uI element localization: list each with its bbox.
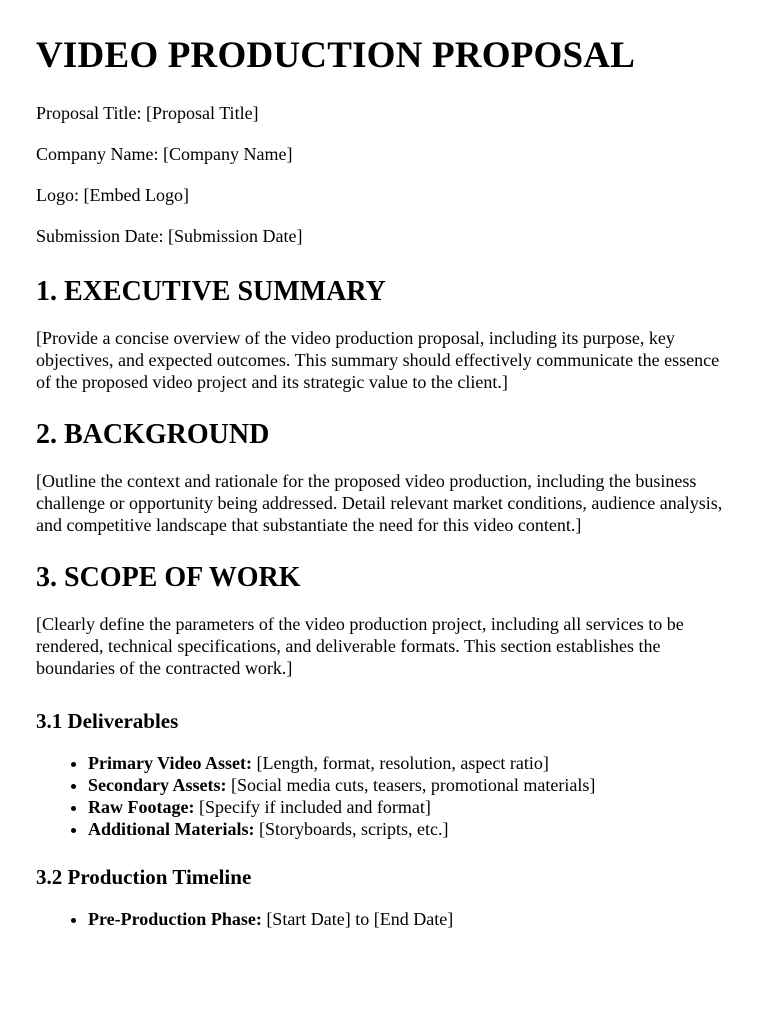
list-item xyxy=(88,752,734,774)
logo-line: Logo: [Embed Logo] xyxy=(36,185,189,205)
deliverables-list xyxy=(36,752,734,840)
background-heading: 2. BACKGROUND xyxy=(36,419,270,450)
proposal-meta xyxy=(36,102,734,247)
document-title: VIDEO PRODUCTION PROPOSAL xyxy=(36,35,636,76)
list-item-label: Additional Materials: xyxy=(88,819,255,839)
executive-summary-body: [Provide a concise overview of the video production proposal, including its purpose, key objectives, and expected outcomes. This summary should effectively communicate the essence of the proposed video project and its strategic value to the client.] xyxy=(36,328,720,392)
list-item xyxy=(88,774,734,796)
list-item-text: [Start Date] to [End Date] xyxy=(261,909,454,929)
list-item xyxy=(88,908,734,930)
company-name-line: Company Name: [Company Name] xyxy=(36,144,293,164)
background-body: [Outline the context and rationale for the proposed video production, including the business challenge or opportunity being addressed. Detail relevant market conditions, audience analysis, and competitive landscape that substantiate the need for this video content.] xyxy=(36,471,723,535)
submission-date-line: Submission Date: [Submission Date] xyxy=(36,226,303,246)
list-item-label: Raw Footage: xyxy=(88,797,195,817)
list-item-text: [Storyboards, scripts, etc.] xyxy=(254,819,449,839)
list-item xyxy=(88,818,734,840)
list-item xyxy=(88,796,734,818)
list-item-text: [Social media cuts, teasers, promotional materials] xyxy=(226,775,596,795)
list-item-label: Primary Video Asset: xyxy=(88,753,252,773)
list-item-label: Pre-Production Phase: xyxy=(88,909,262,929)
list-item-label: Secondary Assets: xyxy=(88,775,227,795)
list-item-text: [Length, format, resolution, aspect ratio] xyxy=(251,753,549,773)
scope-of-work-heading: 3. SCOPE OF WORK xyxy=(36,562,301,593)
executive-summary-heading: 1. EXECUTIVE SUMMARY xyxy=(36,276,386,307)
production-timeline-list xyxy=(36,908,734,930)
deliverables-heading: 3.1 Deliverables xyxy=(36,709,179,733)
proposal-title-line: Proposal Title: [Proposal Title] xyxy=(36,103,259,123)
list-item-text: [Specify if included and format] xyxy=(194,797,431,817)
scope-of-work-body: [Clearly define the parameters of the video production project, including all services to be rendered, technical specifications, and deliverable formats. This section establishes the boundaries of the contracted work.] xyxy=(36,614,684,678)
production-timeline-heading: 3.2 Production Timeline xyxy=(36,865,252,889)
